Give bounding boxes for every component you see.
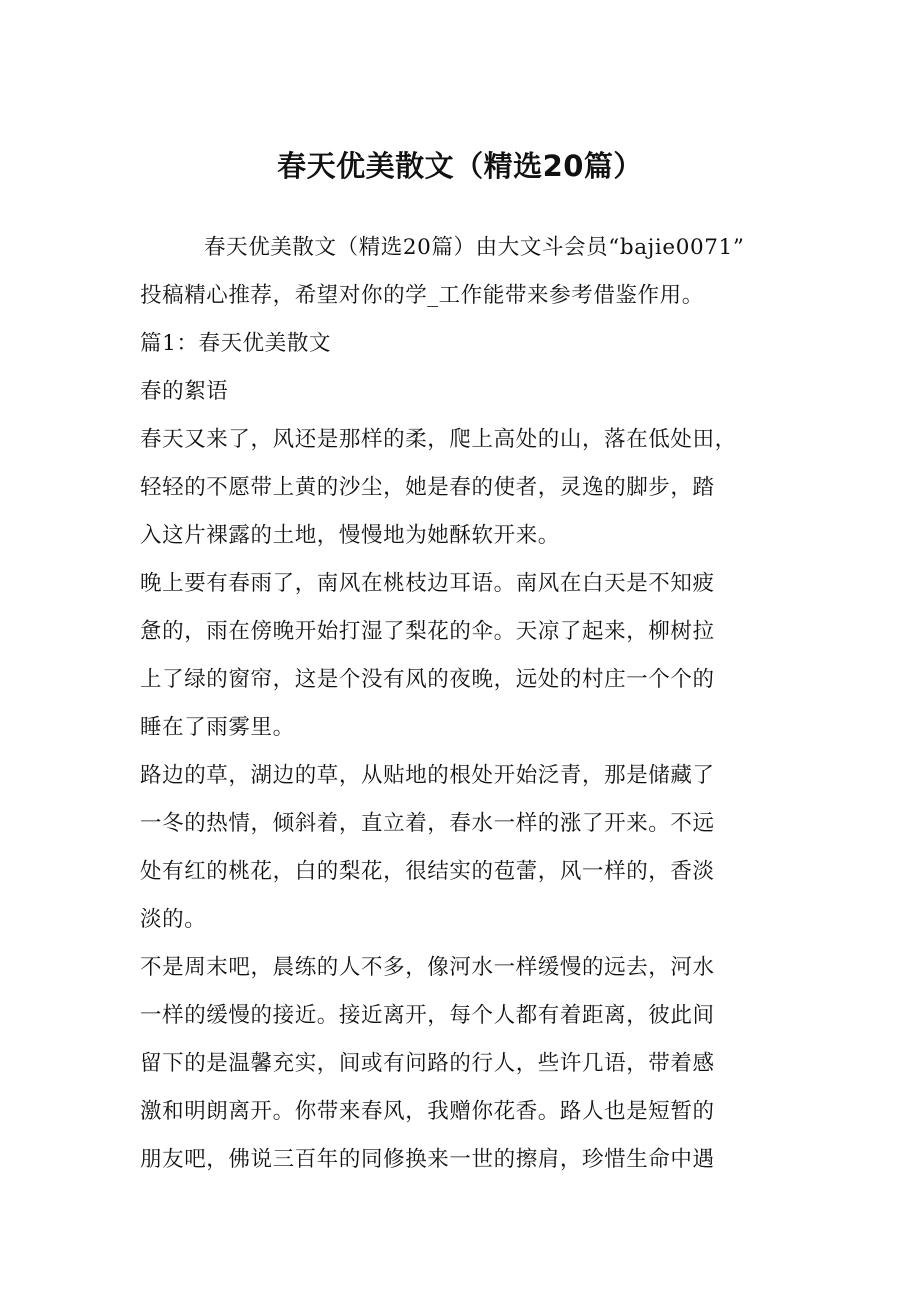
paragraph-4-line-3: 留下的是温馨充实，间或有问路的行人，些许几语，带着感: [140, 1051, 715, 1076]
paragraph-3-line-4: 淡的。: [140, 907, 207, 932]
paragraph-3-line-1: 路边的草，湖边的草，从贴地的根处开始泛青，那是储藏了: [140, 763, 715, 788]
paragraph-2-line-2: 惫的，雨在傍晚开始打湿了梨花的伞。天凉了起来，柳树拉: [140, 619, 715, 644]
intro-line-1: 春天优美散文（精选20篇）由大文斗会员“bajie0071”: [204, 235, 745, 260]
paragraph-3-line-3: 处有红的桃花，白的梨花，很结实的苞蕾，风一样的，香淡: [140, 859, 715, 884]
paragraph-2-line-3: 上了绿的窗帘，这是个没有风的夜晚，远处的村庄一个个的: [140, 667, 715, 692]
paragraph-2-line-4: 睡在了雨雾里。: [140, 715, 295, 740]
paragraph-1-line-3: 入这片裸露的土地，慢慢地为她酥软开来。: [140, 523, 560, 548]
section-heading: 篇1：春天优美散文: [140, 331, 332, 356]
paragraph-4-line-4: 激和明朗离开。你带来春风，我赠你花香。路人也是短暂的: [140, 1099, 715, 1124]
essay-subtitle: 春的絮语: [140, 379, 229, 404]
paragraph-1-line-2: 轻轻的不愿带上黄的沙尘，她是春的使者，灵逸的脚步，踏: [140, 475, 715, 500]
paragraph-4-line-1: 不是周末吧，晨练的人不多，像河水一样缓慢的远去，河水: [140, 955, 715, 980]
document-body: [140, 224, 785, 1184]
paragraph-4-line-2: 一样的缓慢的接近。接近离开，每个人都有着距离，彼此间: [140, 1003, 715, 1028]
paragraph-2-line-1: 晚上要有春雨了，南风在桃枝边耳语。南风在白天是不知疲: [140, 571, 715, 596]
paragraph-3-line-2: 一冬的热情，倾斜着，直立着，春水一样的涨了开来。不远: [140, 811, 715, 836]
paragraph-1-line-1: 春天又来了，风还是那样的柔，爬上高处的山，落在低处田，: [140, 427, 737, 452]
intro-line-2: 投稿精心推荐，希望对你的学_工作能带来参考借鉴作用。: [140, 283, 704, 308]
page-title: 春天优美散文（精选20篇）: [277, 149, 643, 183]
paragraph-4-line-5: 朋友吧，佛说三百年的同修换来一世的擦肩，珍惜生命中遇: [140, 1147, 715, 1172]
